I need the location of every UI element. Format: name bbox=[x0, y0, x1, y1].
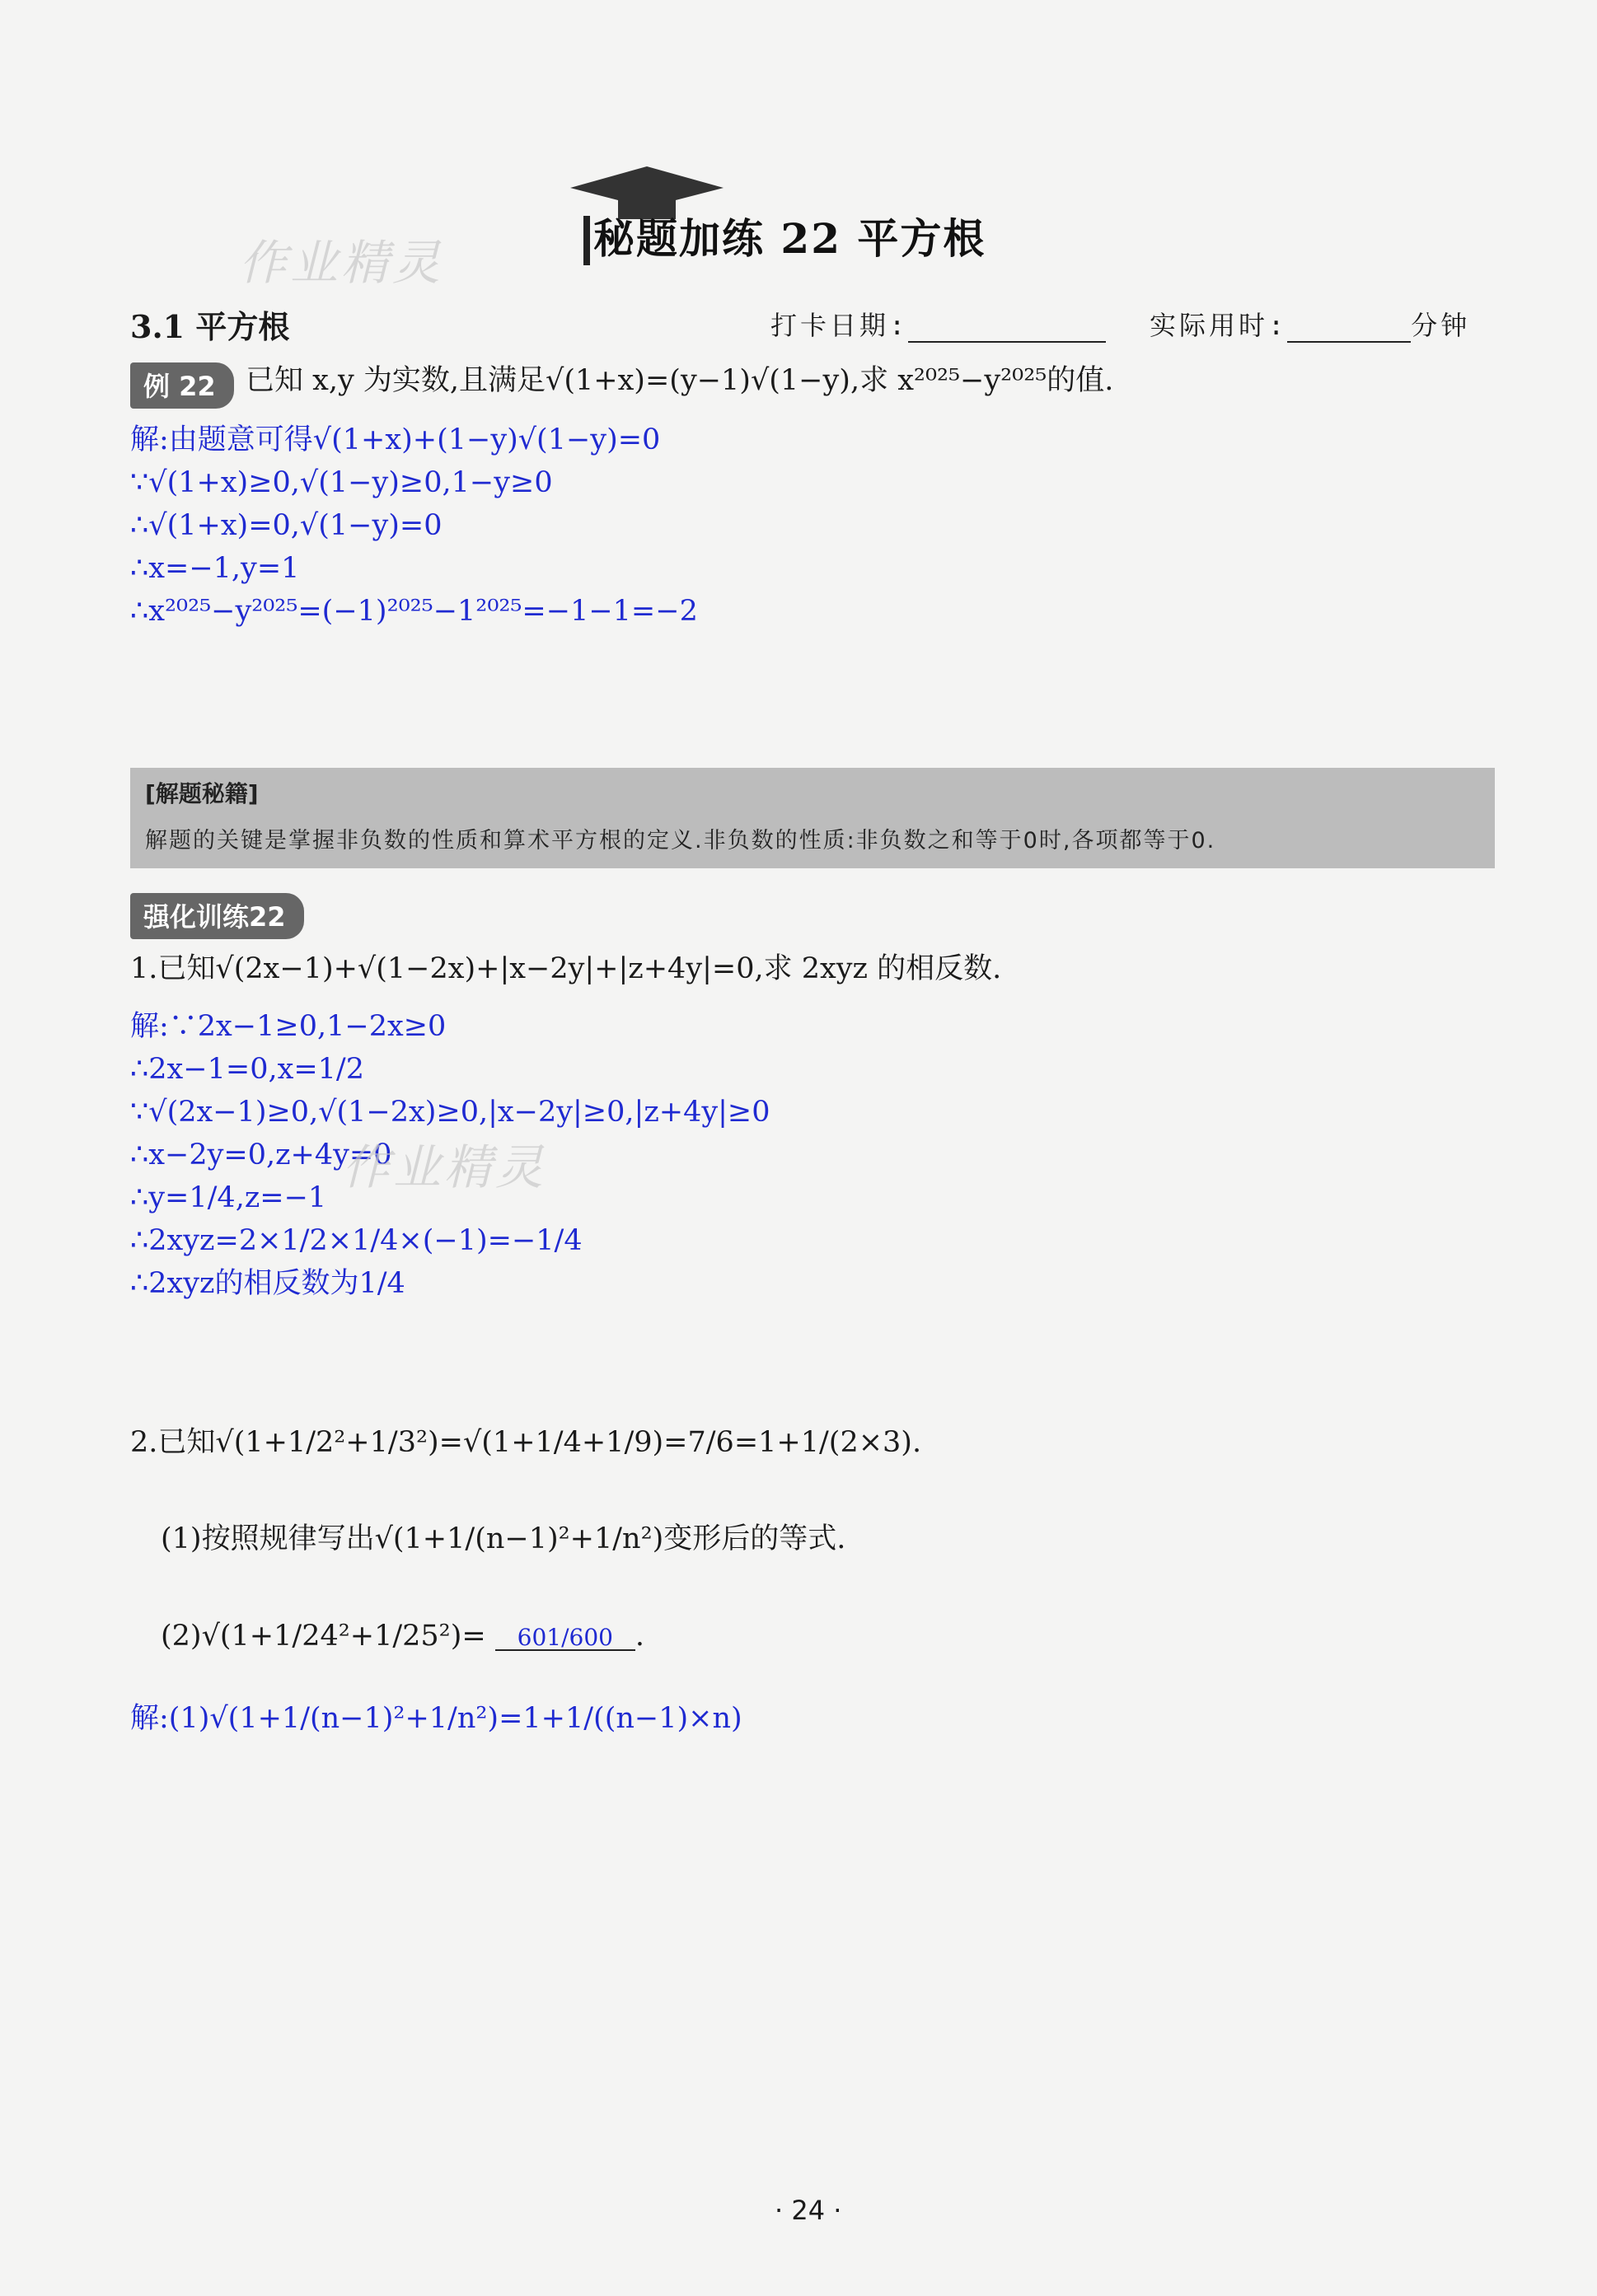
solution-line: ∴x−2y=0,z+4y=0 bbox=[130, 1139, 392, 1171]
q2-solution: 解:(1)√(1+1/(n−1)²+1/n²)=1+1/((n−1)×n) bbox=[130, 1702, 742, 1735]
section-title: 3.1 平方根 bbox=[130, 308, 290, 345]
checkin-field[interactable] bbox=[908, 341, 1106, 343]
solution-line: ∴2xyz=2×1/2×1/4×(−1)=−1/4 bbox=[130, 1224, 583, 1257]
q2-part2-prefix: (2)√(1+1/24²+1/25²)= bbox=[161, 1620, 486, 1653]
solution-line: 解:由题意可得√(1+x)+(1−y)√(1−y)=0 bbox=[130, 423, 661, 456]
practice-badge: 强化训练22 bbox=[130, 893, 304, 939]
solution-line: ∴x²⁰²⁵−y²⁰²⁵=(−1)²⁰²⁵−1²⁰²⁵=−1−1=−2 bbox=[130, 595, 698, 628]
q2-part2-answer: 601/600 bbox=[495, 1625, 635, 1651]
practice-q1: 1.已知√(2x−1)+√(1−2x)+|x−2y|+|z+4y|=0,求 2xyz 的相反数. bbox=[130, 952, 1002, 985]
solution-line: ∵√(2x−1)≥0,√(1−2x)≥0,|x−2y|≥0,|z+4y|≥0 bbox=[130, 1096, 770, 1129]
solution-line: ∴y=1/4,z=−1 bbox=[130, 1181, 327, 1214]
watermark-mid: 作业精灵 bbox=[342, 1139, 547, 1195]
practice-q2-part1: (1)按照规律写出√(1+1/(n−1)²+1/n²)变形后的等式. bbox=[161, 1522, 846, 1555]
tip-box bbox=[130, 768, 1495, 868]
solution-line: 解:∵2x−1≥0,1−2x≥0 bbox=[130, 1010, 447, 1043]
time-label: 实际用时: bbox=[1150, 310, 1288, 341]
solution-line: ∴√(1+x)=0,√(1−y)=0 bbox=[130, 509, 443, 542]
practice-q2-part2: (2)√(1+1/24²+1/25²)= 601/600 . bbox=[161, 1620, 644, 1653]
solution-line: ∴2xyz的相反数为1/4 bbox=[130, 1267, 405, 1300]
page-title: 秘题加练 22 平方根 bbox=[593, 214, 986, 263]
solution-line: ∵√(1+x)≥0,√(1−y)≥0,1−y≥0 bbox=[130, 466, 553, 499]
example-solution bbox=[130, 419, 698, 633]
watermark-top: 作业精灵 bbox=[239, 235, 444, 291]
checkin-row bbox=[770, 305, 1106, 343]
tip-text: 解题的关键是掌握非负数的性质和算术平方根的定义.非负数的性质:非负数之和等于0时,各项都等于0. bbox=[145, 828, 1216, 853]
time-field[interactable] bbox=[1287, 341, 1411, 343]
title-bar bbox=[583, 216, 590, 265]
solution-line: ∴x=−1,y=1 bbox=[130, 552, 300, 585]
practice-q2: 2.已知√(1+1/2²+1/3²)=√(1+1/4+1/9)=7/6=1+1/(2×3). bbox=[130, 1426, 922, 1459]
example-badge: 例 22 bbox=[130, 362, 234, 409]
example-question: 已知 x,y 为实数,且满足√(1+x)=(y−1)√(1−y),求 x²⁰²⁵−y²⁰²⁵的值. bbox=[246, 364, 1114, 397]
time-row bbox=[1150, 305, 1470, 343]
page-number: · 24 · bbox=[775, 2195, 842, 2226]
tip-title: [解题秘籍] bbox=[145, 780, 259, 807]
time-unit: 分钟 bbox=[1411, 310, 1471, 341]
solution-line: ∴2x−1=0,x=1/2 bbox=[130, 1053, 364, 1086]
checkin-label: 打卡日期: bbox=[770, 310, 909, 341]
